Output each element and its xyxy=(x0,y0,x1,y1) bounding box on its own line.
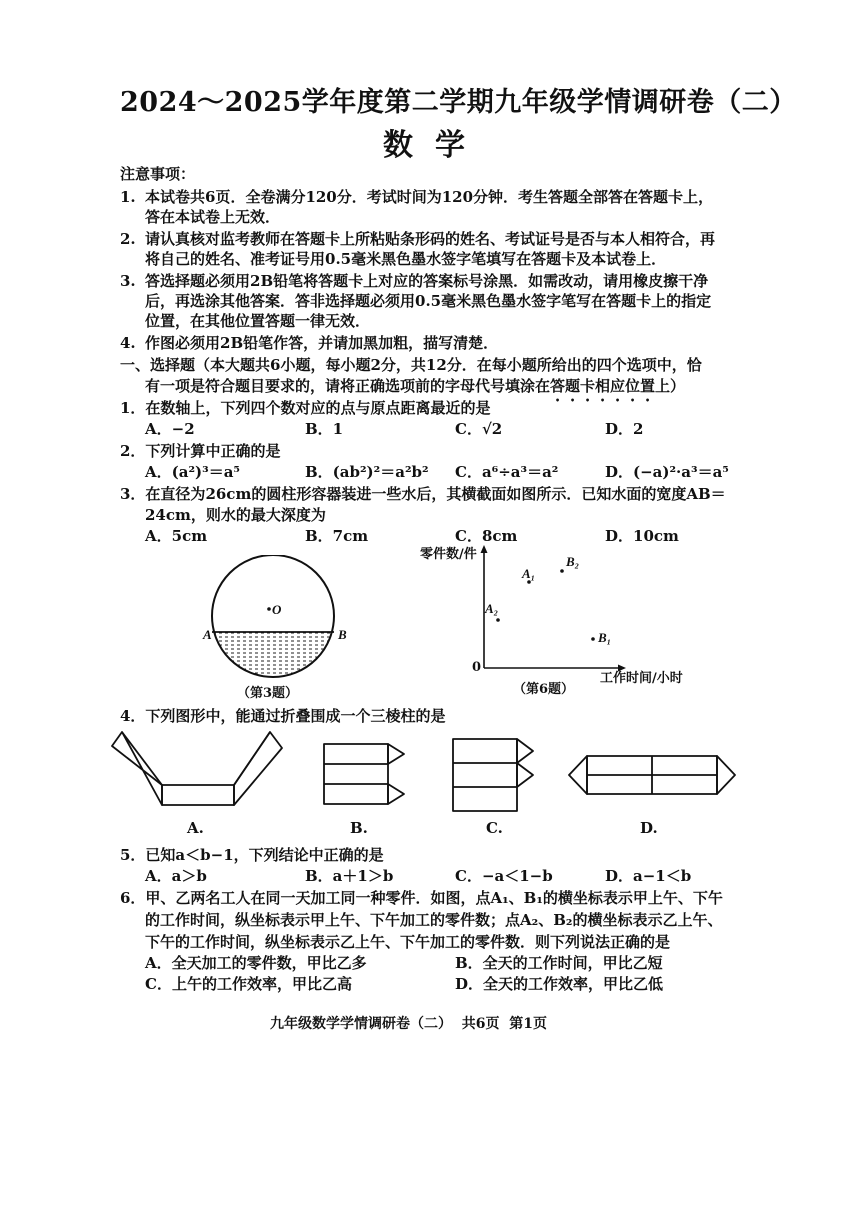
q4-option-c: C. xyxy=(486,819,503,837)
q4-net-c xyxy=(447,735,547,815)
q4-net-b xyxy=(318,740,418,810)
q6-stem-line3: 下午的工作时间，纵坐标表示乙上午、下午加工的零件数．则下列说法正确的是 xyxy=(145,933,671,951)
q1-option-c: C．√2 xyxy=(455,420,503,438)
q3-option-c: C．8cm xyxy=(455,527,518,545)
note-3-line: 位置，在其他位置答题一律无效． xyxy=(145,312,371,330)
note-4-line: 作图必须用2B铅笔作答，并请加黑加粗，描写清楚． xyxy=(145,334,499,352)
q5-option-a: A．a＞b xyxy=(145,867,207,885)
point-a2-label: A₂ xyxy=(485,601,499,616)
note-1-line: 本试卷共6页．全卷满分120分．考试时间为120分钟．考生答题全部答在答题卡上， xyxy=(145,188,714,206)
section-heading-text: 有一项是符合题目要求的，请将正确选项前的字母代号填涂在 xyxy=(145,377,551,395)
section-heading-text: 上） xyxy=(655,377,686,395)
q3-stem-line2: 24cm，则水的最大深度为 xyxy=(145,506,326,524)
q6-option-d: D．全天的工作效率，甲比乙低 xyxy=(455,975,664,993)
notes-heading: 注意事项： xyxy=(120,165,196,183)
section-heading-emphasis: 答题卡相应位置 xyxy=(550,377,656,395)
q2-option-b: B．(ab²)²＝a²b² xyxy=(305,463,429,481)
center-point xyxy=(267,607,271,611)
point-b1-label: B₁ xyxy=(598,630,612,645)
label-a: A xyxy=(203,627,212,642)
note-2-line: 将自己的姓名、准考证号用0.5毫米黑色墨水签字笔填写在答题卡及本试卷上． xyxy=(145,250,667,268)
y-axis-arrow xyxy=(481,545,488,553)
q3-option-b: B．7cm xyxy=(305,527,369,545)
point-a2 xyxy=(496,618,500,622)
q4-net-d xyxy=(565,750,740,800)
note-1-num: 1. xyxy=(120,188,136,206)
label-o: O xyxy=(272,602,282,617)
q4-net-a xyxy=(110,730,285,810)
figure-3-caption: （第3题） xyxy=(237,686,299,701)
q6-stem: 6．甲、乙两名工人在同一天加工同一种零件．如图，点A₁、B₁的横坐标表示甲上午、下午 xyxy=(120,889,723,907)
q3-option-d: D．10cm xyxy=(605,527,679,545)
section-heading: 一、选择题（本大题共6小题，每小题2分，共12分．在每小题所给出的四个选项中，恰 xyxy=(120,356,702,374)
q4-stem: 4．下列图形中，能通过折叠围成一个三棱柱的是 xyxy=(120,707,446,725)
q6-option-c: C．上午的工作效率，甲比乙高 xyxy=(145,975,352,993)
note-3-line: 答选择题必须用2B铅笔将答题卡上对应的答案标号涂黑．如需改动，请用橡皮擦干净 xyxy=(145,272,709,290)
q3-stem: 3．在直径为26cm的圆柱形容器装进一些水后，其横截面如图所示．已知水面的宽度AB＝ xyxy=(120,485,726,503)
q2-option-d: D．(−a)²·a³＝a⁵ xyxy=(605,463,729,481)
q6-option-a: A．全天加工的零件数，甲比乙多 xyxy=(145,954,367,972)
note-2-num: 2. xyxy=(120,230,136,248)
note-1-line: 答在本试卷上无效． xyxy=(145,208,281,226)
figure-6-caption: （第6题） xyxy=(513,682,575,697)
y-axis-label: 零件数/件 xyxy=(420,547,477,562)
q4-option-d: D. xyxy=(640,819,658,837)
label-b: B xyxy=(338,627,347,642)
q6-stem-line2: 的工作时间，纵坐标表示甲上午、下午加工的零件数；点A₂、B₂的横坐标表示乙上午、 xyxy=(145,911,723,929)
origin-label: 0 xyxy=(472,660,482,675)
page-footer: 九年级数学学情调研卷（二） 共6页 第1页 xyxy=(270,1016,547,1032)
point-a1-label: A₁ xyxy=(522,566,536,581)
figure-3-circle xyxy=(195,555,355,685)
q1-option-b: B．1 xyxy=(305,420,344,438)
q2-option-c: C．a⁶÷a³＝a² xyxy=(455,463,559,481)
q5-option-b: B．a＋1＞b xyxy=(305,867,394,885)
q1-option-d: D．2 xyxy=(605,420,644,438)
q2-stem: 2．下列计算中正确的是 xyxy=(120,442,281,460)
point-b2-label: B₂ xyxy=(566,554,580,569)
q2-option-a: A．(a²)³＝a⁵ xyxy=(145,463,240,481)
point-b1 xyxy=(591,637,595,641)
note-4-num: 4. xyxy=(120,334,136,352)
q5-option-d: D．a−1＜b xyxy=(605,867,692,885)
q5-stem: 5．已知a＜b−1，下列结论中正确的是 xyxy=(120,846,384,864)
note-2-line: 请认真核对监考教师在答题卡上所粘贴条形码的姓名、考试证号是否与本人相符合，再 xyxy=(145,230,716,248)
x-axis-label: 工作时间/小时 xyxy=(600,671,683,686)
note-3-line: 后，再选涂其他答案．答非选择题必须用0.5毫米黑色墨水签字笔写在答题卡上的指定 xyxy=(145,292,712,310)
q1-option-a: A．−2 xyxy=(145,420,195,438)
q4-option-a: A. xyxy=(187,819,204,837)
q6-option-b: B．全天的工作时间，甲比乙短 xyxy=(455,954,663,972)
q3-option-a: A．5cm xyxy=(145,527,208,545)
q1-stem: 1．在数轴上，下列四个数对应的点与原点距离最近的是 xyxy=(120,399,491,417)
q5-option-c: C．−a＜1−b xyxy=(455,867,553,885)
note-3-num: 3. xyxy=(120,272,136,290)
exam-title: 2024～2025学年度第二学期九年级学情调研卷（二） xyxy=(120,87,797,118)
subject-title: 数学 xyxy=(383,128,487,163)
q4-option-b: B. xyxy=(350,819,368,837)
point-b2 xyxy=(560,569,564,573)
